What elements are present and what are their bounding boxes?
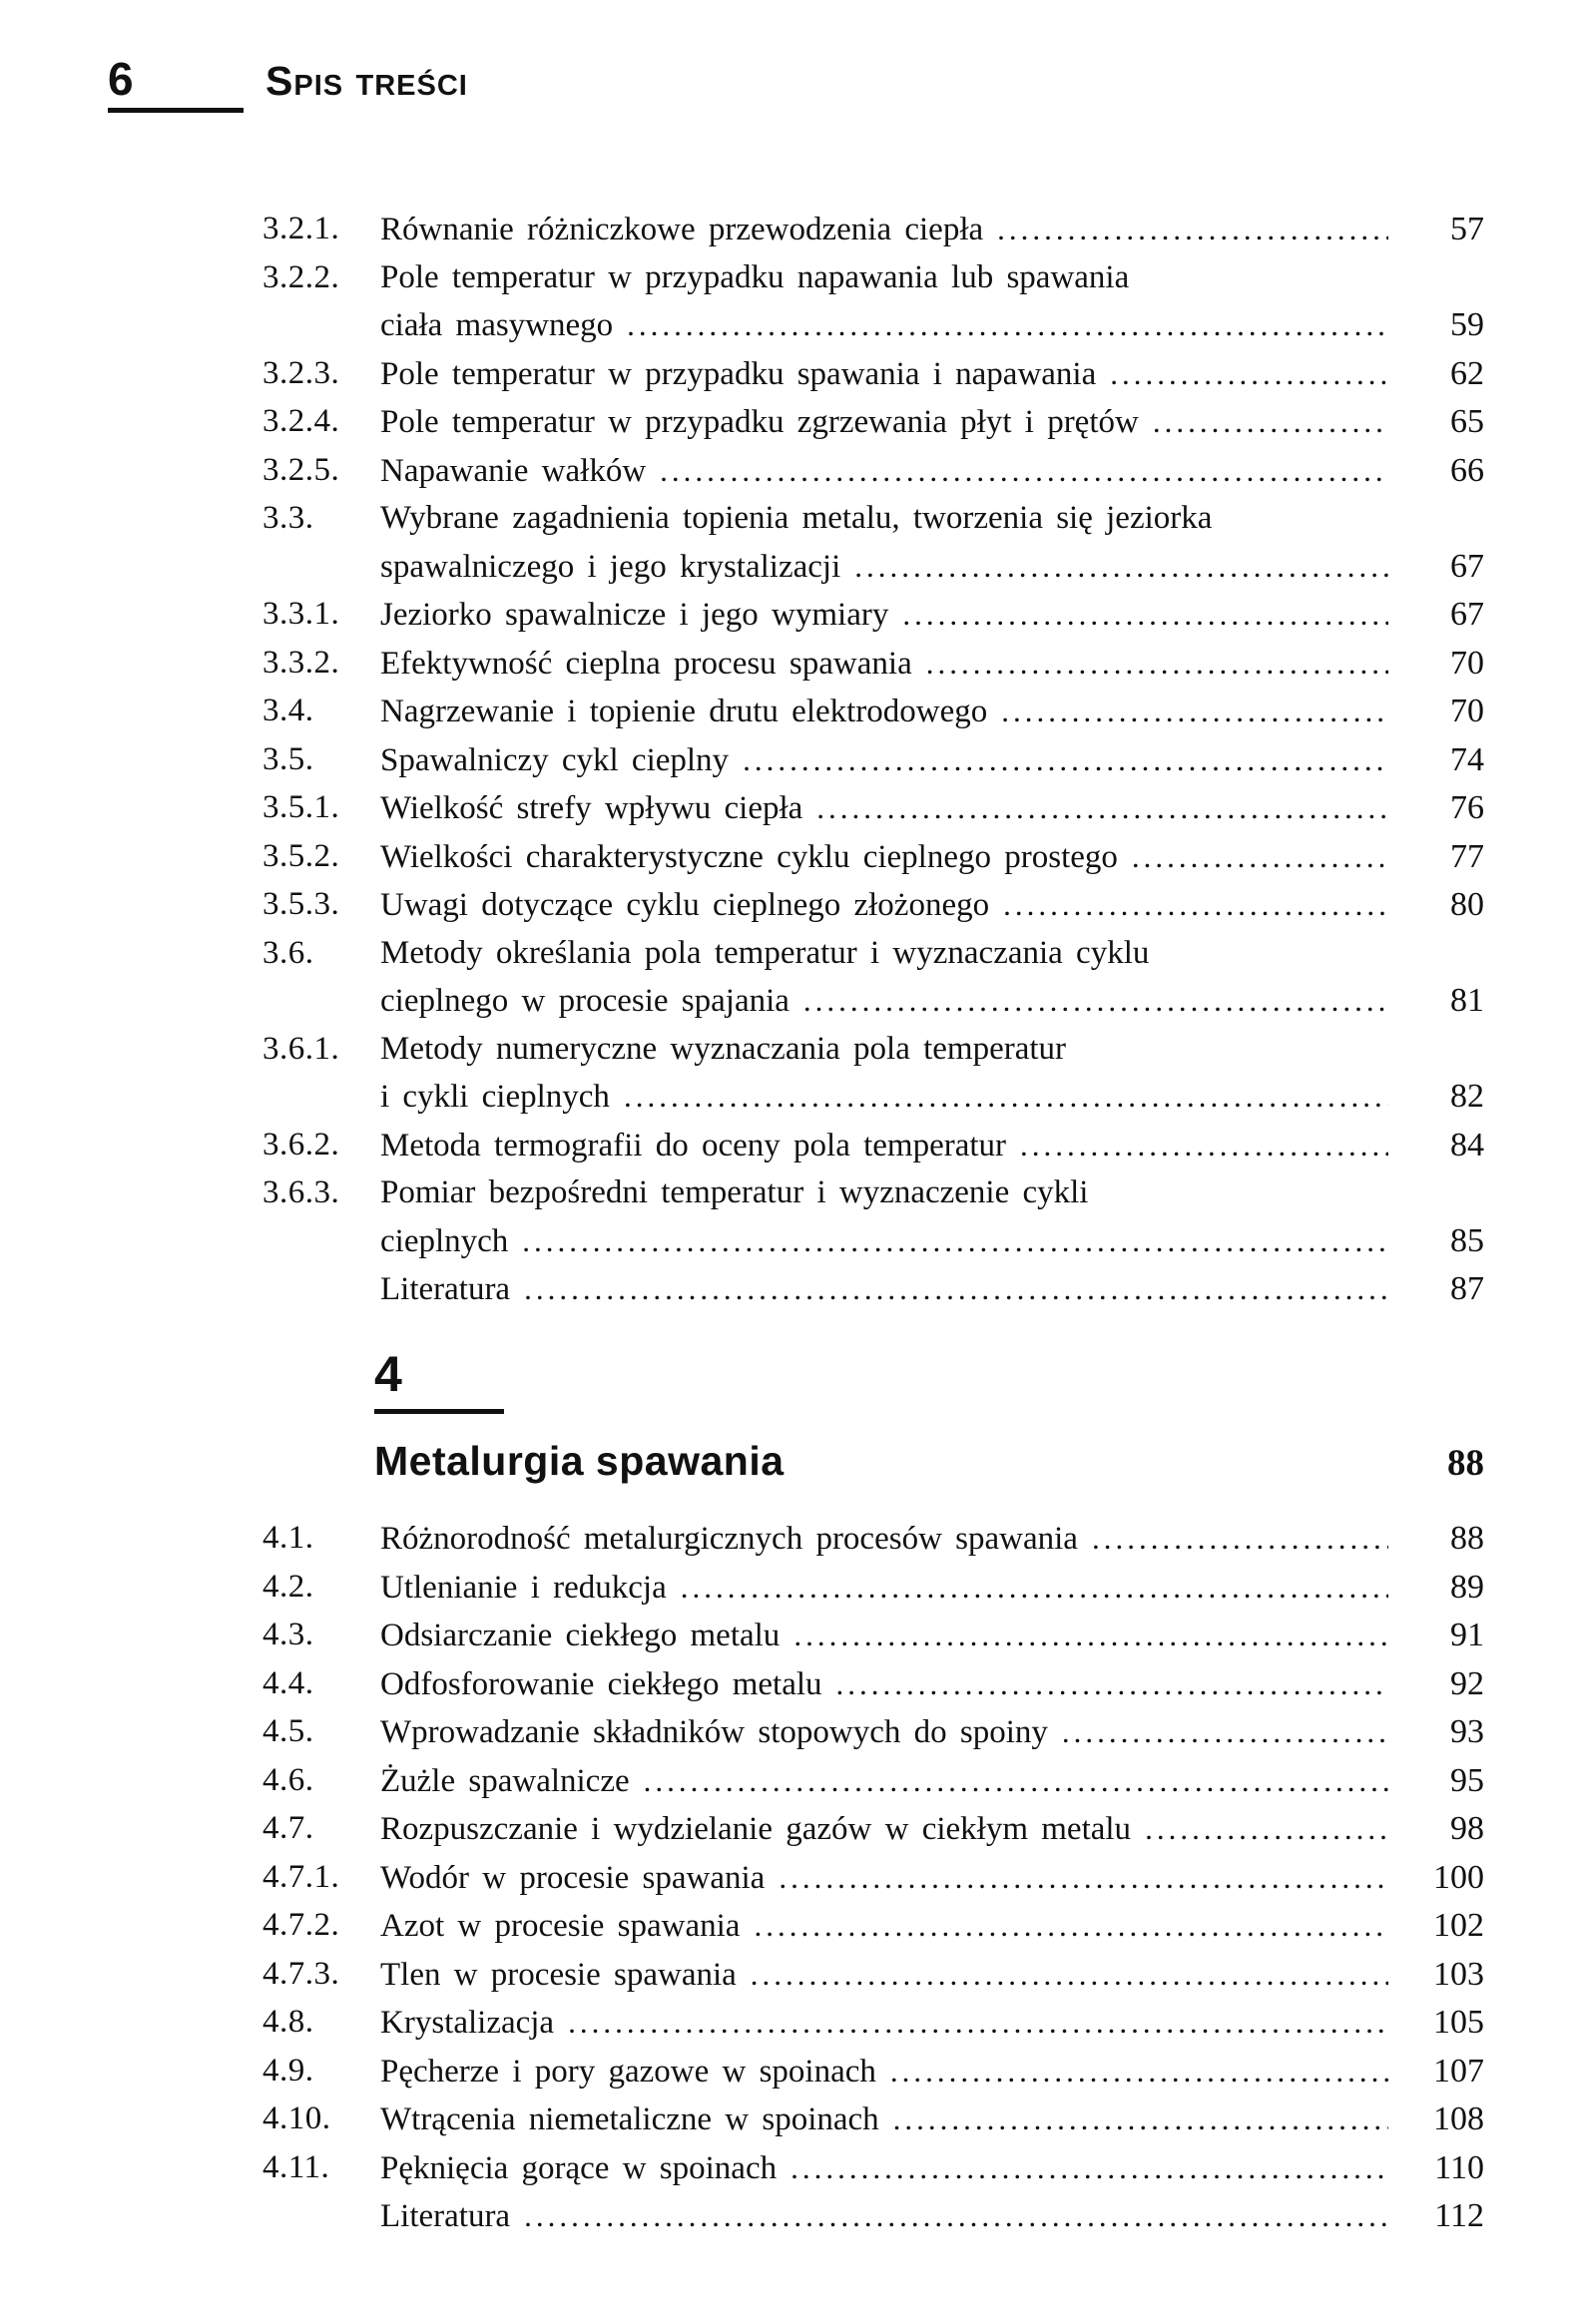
dot-leader [793,1612,1388,1660]
entry-title: Literatura [380,2198,511,2234]
toc-entry [263,930,1484,1026]
toc-section-chapter3 [263,206,1484,1314]
entry-title: Literatura [380,1271,511,1307]
entry-title: i cykli cieplnych [380,1079,610,1115]
entry-line [380,2095,1484,2144]
entry-title: Równanie różniczkowe przewodzenia ciepła [380,212,984,247]
entry-page-number: 62 [1450,354,1484,392]
entry-title: Spawalniczy cykl cieplny [380,741,730,778]
entry-line [380,1708,1484,1757]
dot-leader [836,1660,1388,1709]
entry-title: Uwagi dotyczące cyklu cieplnego złożonego [380,887,990,923]
toc-entry [263,2095,1484,2144]
header-page-number: 6 [108,56,244,113]
entry-number: 4.7.2. [263,1907,340,1943]
entry-number: 3.5.1. [263,789,340,825]
entry-body [380,1902,1484,1951]
chapter-title: Metalurgia spawania [374,1438,785,1484]
entry-title: cieplnego w procesie spajania [380,983,789,1019]
entry-title: Metody numeryczne wyznaczania pola temperatur [380,1030,1067,1067]
chapter-page-number: 88 [1447,1443,1484,1484]
entry-page-number: 107 [1433,2052,1484,2090]
entry-body [380,1951,1484,2000]
entry-page-number: 57 [1450,211,1484,247]
entry-number: 3.3.1. [263,596,340,632]
entry-page-number: 66 [1450,451,1484,489]
entry-page-number: 67 [1450,596,1484,633]
toc-entry [263,591,1484,640]
toc-entry [263,784,1484,833]
entry-number: 4.5. [263,1713,314,1749]
entry-title: Metoda termografii do oceny pola temperatur [380,1127,1007,1163]
entry-body [380,1708,1484,1757]
entry-number: 4.11. [263,2148,330,2185]
entry-page-number: 98 [1450,1810,1484,1847]
entry-page-number: 110 [1434,2148,1484,2186]
entry-number [263,2192,380,2241]
toc-entry [263,398,1484,447]
toc-entry [263,1169,1484,1265]
dot-leader [751,1951,1388,2000]
entry-body [380,1999,1484,2048]
entry-line [380,495,1484,543]
toc-entry [263,1757,1484,1806]
entry-line [380,1265,1484,1314]
entry-body [380,640,1484,689]
entry-body [380,398,1484,447]
entry-body [380,881,1484,930]
toc-entry [263,688,1484,736]
entry-page-number: 74 [1450,740,1484,778]
entry-number: 4.7. [263,1810,314,1846]
entry-line [380,784,1484,833]
entry-body [380,1564,1484,1613]
dot-leader [790,2144,1388,2193]
entry-line [380,1217,1484,1266]
toc-entry [263,1122,1484,1170]
entry-line [380,1073,1484,1122]
entry-title: Pole temperatur w przypadku napawania lub spawania [380,258,1130,295]
dot-leader [816,784,1388,833]
entry-number: 4.8. [263,2004,314,2040]
entry-line [380,254,1484,302]
toc-entry [263,833,1484,882]
toc-entry [263,1515,1484,1564]
entry-body [380,1805,1484,1854]
entry-title: Metody określania pola temperatur i wyznaczania cyklu [380,934,1150,971]
entry-title: ciała masywnego [380,307,614,343]
entry-title: Efektywność cieplna procesu spawania [380,645,912,682]
entry-title: Azot w procesie spawania [380,1908,741,1944]
entry-number: 4.3. [263,1617,314,1652]
toc-entry [263,1805,1484,1854]
entry-page-number: 103 [1433,1955,1484,1993]
dot-leader [1062,1708,1388,1757]
entry-line [380,1805,1484,1854]
dot-leader [1110,350,1388,399]
entry-page-number: 82 [1450,1078,1484,1115]
entry-body [380,254,1484,350]
toc-entry [263,1708,1484,1757]
toc-entry [263,1951,1484,2000]
entry-title: Pomiar bezpośredni temperatur i wyznaczenie cykli [380,1174,1089,1210]
entry-number: 4.2. [263,1568,314,1605]
entry-line [380,833,1484,882]
entry-title: Nagrzewanie i topienie drutu elektrodowego [380,694,988,729]
entry-body [380,1612,1484,1660]
entry-line [380,736,1484,785]
dot-leader [1092,1515,1388,1564]
toc-entry [263,495,1484,591]
entry-line [380,881,1484,930]
dot-leader [681,1564,1388,1613]
toc-entry [263,2144,1484,2193]
entry-title: spawalniczego i jego krystalizacji [380,548,841,585]
dot-leader [926,640,1388,689]
entry-body [380,784,1484,833]
dot-leader [644,1757,1388,1806]
entry-line [380,1854,1484,1903]
entry-number: 3.6.3. [263,1174,340,1210]
toc-section-chapter4 [263,1515,1484,2241]
entry-page-number: 89 [1450,1568,1484,1606]
toc-entry [263,1660,1484,1709]
entry-page-number: 112 [1434,2197,1484,2234]
entry-body [380,688,1484,736]
entry-number: 3.5.2. [263,837,340,874]
entry-title: Żużle spawalnicze [380,1762,630,1799]
entry-line [380,1902,1484,1951]
entry-number: 4.7.1. [263,1858,340,1895]
toc-entry [263,1564,1484,1613]
entry-line [380,206,1484,254]
entry-line [380,301,1484,350]
toc-entry [263,254,1484,350]
entry-line [380,1122,1484,1170]
entry-line [380,688,1484,736]
entry-body [380,495,1484,591]
entry-line [380,543,1484,592]
entry-number: 3.2.2. [263,258,340,295]
entry-number: 4.4. [263,1664,314,1701]
entry-title: Tlen w procesie spawania [380,1956,737,1993]
entry-number: 3.2.5. [263,451,340,488]
entry-body [380,1122,1484,1170]
dot-leader [660,447,1388,496]
entry-body [380,2095,1484,2144]
entry-title: Rozpuszczanie i wydzielanie gazów w ciekłym metalu [380,1811,1132,1847]
entry-line [380,1999,1484,2048]
entry-number: 3.6. [263,934,314,971]
dot-leader [524,2192,1388,2241]
toc-entry [263,1902,1484,1951]
dot-leader [1001,688,1388,736]
dot-leader [854,543,1388,592]
entry-body [380,2048,1484,2096]
entry-body [380,1660,1484,1709]
toc-entry [263,640,1484,689]
entry-page-number: 102 [1433,1907,1484,1944]
dot-leader [524,1265,1388,1314]
entry-number [263,1265,380,1314]
dot-leader [1003,881,1388,930]
dot-leader [1020,1122,1388,1170]
entry-page-number: 65 [1450,403,1484,440]
entry-body [380,1757,1484,1806]
entry-number: 3.6.2. [263,1126,340,1162]
entry-number: 4.6. [263,1761,314,1798]
entry-line [380,591,1484,640]
entry-title: Różnorodność metalurgicznych procesów spawania [380,1521,1078,1557]
toc-entry [263,447,1484,496]
entry-page-number: 108 [1433,2100,1484,2137]
entry-title: Napawanie wałków [380,452,647,489]
entry-number: 3.5. [263,740,314,777]
entry-body [380,591,1484,640]
chapter-number-row [374,1346,1484,1414]
entry-line [380,2192,1484,2241]
entry-title: Pole temperatur w przypadku spawania i napawania [380,355,1097,392]
toc-entry [263,1999,1484,2048]
dot-leader [779,1854,1388,1903]
entry-page-number: 88 [1450,1520,1484,1557]
entry-line [380,640,1484,689]
entry-line [380,1515,1484,1564]
entry-body [380,1515,1484,1564]
entry-line [380,930,1484,978]
entry-line [380,350,1484,399]
toc-entry [263,2048,1484,2096]
entry-number: 3.5.3. [263,886,340,922]
dot-leader [997,206,1388,254]
entry-number: 4.9. [263,2052,314,2089]
entry-title: Pęknięcia gorące w spoinach [380,2149,778,2186]
entry-body [380,833,1484,882]
dot-leader [902,591,1388,640]
entry-line [380,2048,1484,2096]
toc-entry [263,350,1484,399]
entry-title: Wielkość strefy wpływu ciepła [380,790,803,826]
entry-number: 3.2.1. [263,211,340,246]
entry-number: 3.4. [263,693,314,728]
entry-page-number: 59 [1450,306,1484,343]
entry-title: Pęcherze i pory gazowe w spoinach [380,2053,876,2090]
entry-line [380,1660,1484,1709]
entry-body [380,206,1484,254]
entry-title: Odsiarczanie ciekłego metalu [380,1618,781,1653]
dot-leader [803,977,1388,1026]
entry-title: Wprowadzanie składników stopowych do spoiny [380,1714,1048,1750]
entry-line [380,977,1484,1026]
entry-title: cieplnych [380,1222,509,1259]
running-title: Spis treści [265,58,468,104]
dot-leader [568,1999,1388,2048]
entry-number: 3.6.1. [263,1030,340,1067]
entry-line [380,447,1484,496]
toc-entry [263,1854,1484,1903]
toc-entry [263,1612,1484,1660]
entry-line [380,1951,1484,2000]
entry-number: 3.2.3. [263,354,340,391]
entry-line [380,1612,1484,1660]
entry-number: 4.7.3. [263,1955,340,1992]
entry-body [380,350,1484,399]
entry-number: 4.10. [263,2100,331,2136]
entry-page-number: 80 [1450,886,1484,923]
dot-leader [1153,398,1388,447]
dot-leader [754,1902,1388,1951]
entry-page-number: 85 [1450,1221,1484,1259]
entry-title: Utlenianie i redukcja [380,1569,667,1606]
entry-line [380,398,1484,447]
entry-page-number: 87 [1450,1270,1484,1307]
toc-entry [263,2192,1484,2241]
entry-line [380,2144,1484,2193]
entry-page-number: 70 [1450,644,1484,682]
entry-page-number: 91 [1450,1617,1484,1653]
entry-title: Wtrącenia niemetaliczne w spoinach [380,2101,879,2137]
dot-leader [1145,1805,1388,1854]
entry-body [380,1026,1484,1122]
entry-page-number: 92 [1450,1664,1484,1702]
entry-title: Wielkości charakterystyczne cyklu cieplnego prostego [380,838,1118,875]
entry-title: Wodór w procesie spawania [380,1859,766,1896]
entry-title: Wybrane zagadnienia topienia metalu, tworzenia się jeziorka [380,500,1213,536]
entry-title: Jeziorko spawalnicze i jego wymiary [380,597,889,633]
entry-page-number: 70 [1450,693,1484,729]
page-header [108,53,468,113]
entry-line [380,1564,1484,1613]
chapter-number: 4 [374,1349,504,1414]
entry-page-number: 95 [1450,1761,1484,1799]
entry-page-number: 81 [1450,982,1484,1019]
entry-line [380,1169,1484,1217]
entry-line [380,1026,1484,1074]
toc-entry [263,736,1484,785]
entry-body [380,930,1484,1026]
entry-body [380,1265,1484,1314]
toc-entry [263,206,1484,254]
entry-page-number: 76 [1450,789,1484,826]
entry-body [380,1169,1484,1265]
entry-number: 4.1. [263,1520,314,1556]
entry-body [380,447,1484,496]
entry-body [380,2192,1484,2241]
entry-title: Krystalizacja [380,2005,555,2041]
dot-leader [627,301,1388,350]
entry-page-number: 100 [1433,1858,1484,1896]
entry-number: 3.3. [263,500,314,536]
entry-line [380,1757,1484,1806]
entry-body [380,736,1484,785]
chapter-title-row [374,1438,1484,1485]
dot-leader [890,2048,1388,2096]
entry-body [380,2144,1484,2193]
dot-leader [743,736,1388,785]
dot-leader [893,2095,1388,2144]
entry-page-number: 93 [1450,1713,1484,1750]
entry-page-number: 67 [1450,547,1484,585]
dot-leader [522,1217,1388,1266]
dot-leader [624,1073,1388,1122]
entry-page-number: 84 [1450,1126,1484,1163]
dot-leader [1132,833,1388,882]
entry-number: 3.2.4. [263,403,340,439]
toc-entry [263,1026,1484,1122]
entry-page-number: 77 [1450,837,1484,875]
entry-page-number: 105 [1433,2004,1484,2041]
entry-body [380,1854,1484,1903]
chapter-heading [374,1346,1484,1485]
entry-title: Odfosforowanie ciekłego metalu [380,1665,822,1702]
entry-title: Pole temperatur w przypadku zgrzewania płyt i prętów [380,404,1139,440]
entry-number: 3.3.2. [263,644,340,681]
toc-entry [263,881,1484,930]
toc-entry [263,1265,1484,1314]
